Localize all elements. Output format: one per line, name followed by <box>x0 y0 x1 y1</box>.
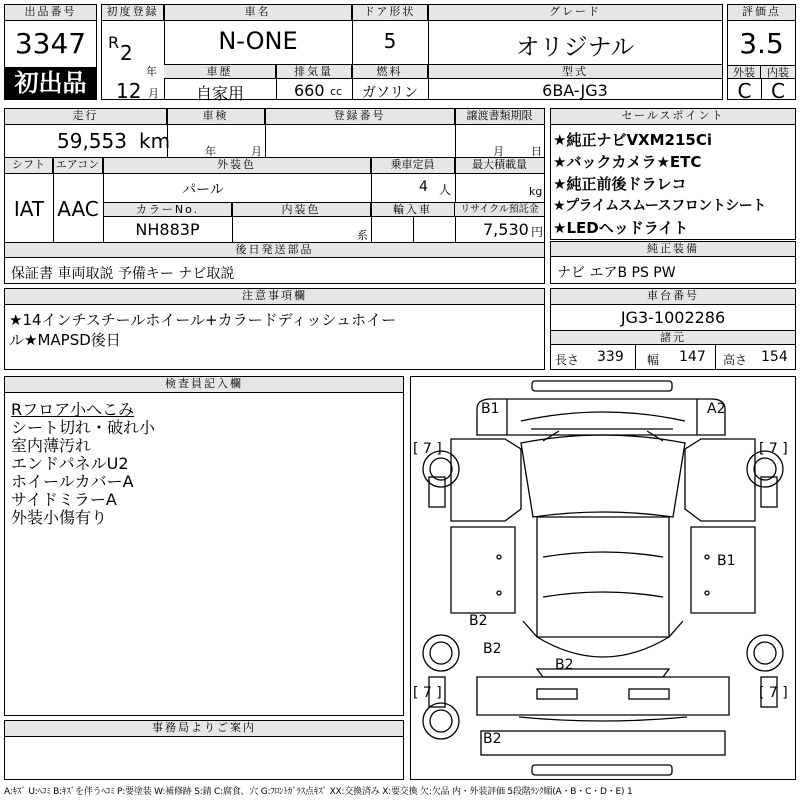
inspector-note: ホイールカバーA <box>11 472 134 491</box>
capacity-label: 乗車定員 <box>371 158 455 174</box>
car-diagram-icon <box>411 377 795 779</box>
int-color-unit: 系 <box>357 229 368 242</box>
sales-point-item: ★プライムスムースフロントシート <box>553 198 766 214</box>
color-no-value: NH883P <box>135 220 200 239</box>
notes-line-2: ル★MAPSD後日 <box>9 331 121 349</box>
sales-point-item: ★純正ナビVXM215Ci <box>553 131 713 149</box>
displacement-value: 660 <box>294 81 325 100</box>
width-value: 147 <box>679 349 706 365</box>
genuine-label: 純正装備 <box>551 242 795 257</box>
lot-box <box>4 4 97 100</box>
sales-point-item: ★LEDヘッドライト <box>553 219 689 237</box>
fuel-label: 燃料 <box>352 65 428 79</box>
mileage-value: 59,553 <box>57 129 127 153</box>
aircon-label: エアコン <box>53 158 103 174</box>
damage-mark-b2-center: B2 <box>555 657 574 673</box>
displacement-unit: cc <box>330 85 343 98</box>
sales-points-box <box>550 108 796 240</box>
sales-point-item: ★バックカメラ★ETC <box>553 153 702 171</box>
inspector-label: 検査員記入欄 <box>5 377 403 393</box>
genuine-box <box>550 241 796 284</box>
month-unit: 月 <box>148 87 159 100</box>
recycle-unit: 円 <box>531 225 544 239</box>
displacement-label: 排気量 <box>276 65 352 79</box>
transfer-label: 譲渡書類期限 <box>455 109 544 125</box>
first-listing-badge: 初出品 <box>5 67 96 99</box>
later-parts-label: 後日発送部品 <box>5 243 544 258</box>
damage-mark-b2-rear: B2 <box>483 731 502 747</box>
fuel-value: ガソリン <box>362 85 418 101</box>
notes-line-1: ★14インチスチールホイール+カラードディッシュホイー <box>9 311 397 329</box>
tire-mark-fr: [ 7 ] <box>759 441 788 457</box>
mileage-unit: km <box>139 129 171 153</box>
damage-mark-b1: B1 <box>481 401 500 417</box>
specs-label: 諸元 <box>551 330 795 345</box>
transfer-month-unit: 月 <box>493 145 504 158</box>
inspection-year-unit: 年 <box>205 145 216 158</box>
doors-label: ドア形状 <box>352 5 428 21</box>
reg-no-label: 登録番号 <box>265 109 455 125</box>
damage-mark-b2-wheel: B2 <box>483 641 502 657</box>
notes-label: 注意事項欄 <box>5 289 544 305</box>
shift-label: シフト <box>5 158 53 174</box>
rating-value: 3.5 <box>739 27 784 60</box>
recycle-label: リサイクル預託金 <box>455 203 544 217</box>
transfer-day-unit: 日 <box>531 145 542 158</box>
height-value: 154 <box>761 349 788 365</box>
details-box <box>4 108 545 284</box>
reg-year: 2 <box>120 41 133 65</box>
chassis-label: 車台番号 <box>551 289 795 305</box>
int-color-label: 内装色 <box>232 203 371 217</box>
car-name-label: 車名 <box>164 5 352 21</box>
office-box <box>4 720 404 780</box>
lot-label: 出品番号 <box>5 5 96 21</box>
model-label: 型式 <box>428 65 722 79</box>
ext-rating: C <box>737 79 752 103</box>
damage-diagram <box>410 376 796 780</box>
inspector-note: 外装小傷有り <box>11 508 108 527</box>
inspection-month-unit: 月 <box>251 145 262 158</box>
import-label: 輸入車 <box>371 203 455 217</box>
length-value: 339 <box>597 349 624 365</box>
main-header-box <box>101 4 723 103</box>
first-reg-label: 初度登録 <box>102 5 164 21</box>
reg-month: 12 <box>116 79 142 103</box>
grade-label: グレード <box>428 5 722 21</box>
max-load-unit: kg <box>529 185 543 198</box>
later-parts-value: 保証書 車両取説 予備キー ナビ取説 <box>11 266 235 282</box>
office-label: 事務局よりご案内 <box>5 721 403 737</box>
tire-mark-fl: [ 7 ] <box>413 441 442 457</box>
genuine-value: ナビ エアB PS PW <box>557 265 676 281</box>
recycle-value: 7,530 <box>483 220 529 239</box>
int-rating: C <box>771 79 785 103</box>
tire-mark-rl: [ 7 ] <box>413 685 442 701</box>
aircon-value: AAC <box>57 197 99 221</box>
chassis-value: JG3-1002286 <box>620 308 726 327</box>
notes-box <box>4 288 545 370</box>
inspector-note: サイドミラーA <box>11 490 117 509</box>
inspector-note: シート切れ・破れ小 <box>11 418 156 437</box>
lot-number: 3347 <box>14 27 87 60</box>
grade-value: オリジナル <box>515 33 635 61</box>
int-rating-label: 内装 <box>761 65 795 79</box>
era-code: R <box>108 33 120 52</box>
chassis-box <box>550 288 796 370</box>
rating-label: 評価点 <box>728 5 795 21</box>
inspector-box <box>4 376 404 716</box>
capacity-value: 4 <box>419 179 428 195</box>
ext-rating-label: 外装 <box>728 65 761 79</box>
inspector-note: Rフロア小へこみ <box>11 400 135 419</box>
history-value: 自家用 <box>195 84 244 103</box>
max-load-label: 最大積載量 <box>455 158 544 174</box>
ext-color-label: 外装色 <box>103 158 371 174</box>
ext-color-value: パール <box>182 182 224 198</box>
capacity-unit: 人 <box>439 183 452 197</box>
damage-mark-b1-side: B1 <box>717 553 736 569</box>
length-label: 長さ <box>555 353 580 367</box>
damage-mark-a2: A2 <box>707 401 726 417</box>
shift-value: IAT <box>13 197 45 221</box>
legend: A:ｷｽﾞ U:ﾍｺﾐ B:ｷｽﾞを伴うﾍｺﾐ P:要塗装 W:補修跡 S:錆 C:腐食、穴 G:ﾌﾛﾝﾄｶﾞﾗｽ点ｷｽﾞ XX:交換済み X:要交換 欠:欠品 内・外装評価 5段階ﾗﾝｸ順(A・B・C・D・E) 1 <box>4 787 633 797</box>
car-name: N-ONE <box>218 27 298 55</box>
year-unit: 年 <box>146 65 157 78</box>
mileage-label: 走行 <box>5 109 167 125</box>
history-label: 車歴 <box>164 65 276 79</box>
rating-box <box>727 4 796 103</box>
door-count: 5 <box>383 29 397 53</box>
damage-mark-b2-side: B2 <box>469 613 488 629</box>
inspection-label: 車検 <box>167 109 265 125</box>
model-value: 6BA-JG3 <box>542 81 608 100</box>
color-no-label: カラーNo. <box>104 203 232 217</box>
width-label: 幅 <box>647 353 660 367</box>
height-label: 高さ <box>723 353 748 367</box>
sales-points-label: セールスポイント <box>551 109 795 125</box>
inspector-note: エンドパネルU2 <box>11 454 129 473</box>
sales-point-item: ★純正前後ドラレコ <box>553 175 687 193</box>
inspector-note: 室内薄汚れ <box>11 436 92 455</box>
tire-mark-rr: [ 7 ] <box>759 685 788 701</box>
